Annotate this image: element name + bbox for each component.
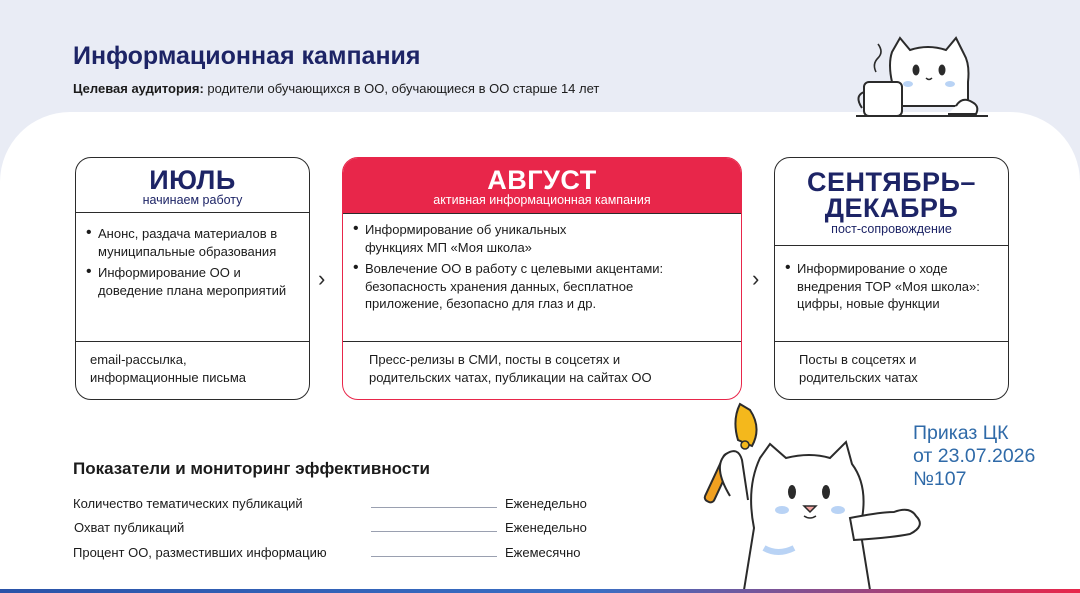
order-line-1: Приказ ЦК <box>913 422 1009 444</box>
stage-bullets <box>343 214 741 313</box>
bottom-accent-bar <box>0 589 1080 593</box>
page-title: Информационная кампания <box>73 42 421 70</box>
stage-subtitle: пост-сопровождение <box>831 222 952 236</box>
bullet-item: • Информирование ОО и доведение плана мероприятий <box>86 264 289 299</box>
audience-text: родители обучающихся в ОО, обучающиеся в ОО старше 14 лет <box>203 81 600 96</box>
stage-header <box>76 158 309 213</box>
bullet-item: • Информирование об уникальных функциях МП «Моя школа» <box>353 221 705 256</box>
kpi-row <box>73 520 603 540</box>
stage-channels: Пресс-релизы в СМИ, посты в соцсетях и родительских чатах, публикации на сайтах ОО <box>343 341 741 399</box>
kpi-frequency: Еженедельно <box>505 496 587 511</box>
kpi-frequency: Ежемесячно <box>505 545 581 560</box>
stage-subtitle: активная информационная кампания <box>433 193 651 207</box>
stage-title: АВГУСТ <box>487 165 597 195</box>
stage-bullets <box>76 213 309 299</box>
target-audience <box>73 81 599 96</box>
stage-title: СЕНТЯБРЬ–ДЕКАБРЬ <box>807 167 976 223</box>
chevron-right-icon: › <box>752 266 760 291</box>
kpi-row <box>73 545 603 565</box>
stage-subtitle: начинаем работу <box>142 193 243 207</box>
kpi-section-title: Показатели и мониторинг эффективности <box>73 459 430 478</box>
stage-title: ИЮЛЬ <box>149 165 236 195</box>
bullet-item: • Информирование о ходе внедрения ТОР «Моя школа»: цифры, новые функции <box>785 260 1000 313</box>
kpi-row <box>73 496 603 516</box>
kpi-divider <box>371 507 497 508</box>
stage-card-september-december <box>774 157 1009 400</box>
kpi-frequency: Еженедельно <box>505 520 587 535</box>
stage-header <box>343 158 741 214</box>
stage-header <box>775 158 1008 246</box>
kpi-divider <box>371 556 497 557</box>
bullet-item: • Анонс, раздача материалов в муниципальные образования <box>86 225 289 260</box>
stage-bullets <box>775 246 1008 313</box>
bullet-item: • Вовлечение ОО в работу с целевыми акцентами: безопасность хранения данных, бесплатное приложение, безопасно для глаз и др. <box>353 260 705 313</box>
stage-card-july <box>75 157 310 400</box>
stage-channels: Посты в соцсетях и родительских чатах <box>775 341 1008 399</box>
cat-with-bell-illustration <box>700 398 935 590</box>
cat-with-mug-illustration <box>848 34 998 124</box>
audience-label: Целевая аудитория: <box>73 81 204 96</box>
kpi-name: Охват публикаций <box>74 520 185 535</box>
kpi-name: Количество тематических публикаций <box>73 496 303 511</box>
order-reference <box>913 422 1035 491</box>
kpi-name: Процент ОО, разместивших информацию <box>73 545 327 560</box>
kpi-divider <box>371 531 497 532</box>
order-line-2: от 23.07.2026 <box>913 445 1036 467</box>
stage-card-august <box>342 157 742 400</box>
chevron-right-icon: › <box>318 266 326 291</box>
order-line-3: №107 <box>913 468 967 490</box>
stage-channels: email-рассылка, информационные письма <box>76 341 309 399</box>
